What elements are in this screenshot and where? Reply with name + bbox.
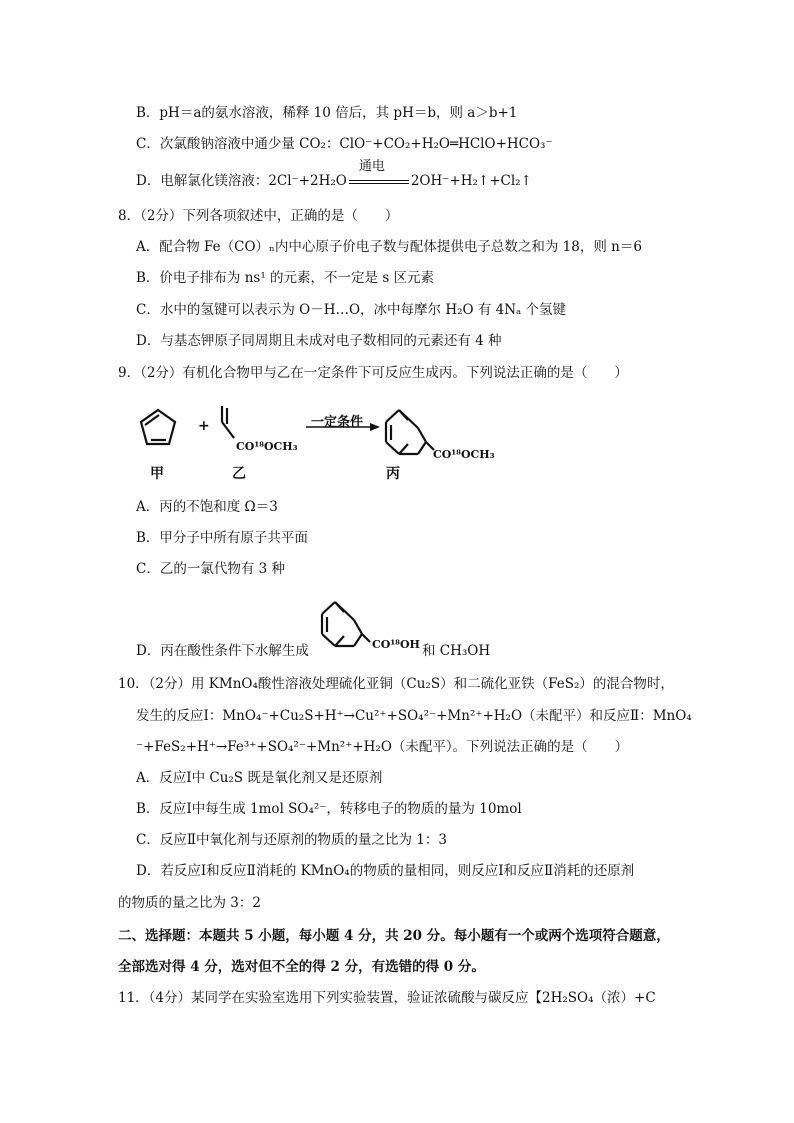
q10-option-d-line2: 的物质的量之比为 3：2 [118, 895, 261, 911]
q9-option-a: A．丙的不饱和度 Ω＝3 [136, 499, 278, 515]
label-jia: 甲 [150, 466, 164, 482]
electrolysis-label: 通电 [358, 159, 385, 174]
plus-sign: + [198, 418, 210, 434]
q10-option-c: C．反应Ⅱ中氧化剂与还原剂的物质的量之比为 1：3 [136, 832, 447, 848]
q9-option-d-tail: 和 CH₃OH [422, 643, 491, 659]
arrow-condition-label: 一定条件 [311, 415, 364, 430]
q8-option-c: C．水中的氢键可以表示为 O－H…O，冰中每摩尔 H₂O 有 4Nₐ 个氢键 [136, 302, 567, 318]
q9-option-d: D．丙在酸性条件下水解生成 [136, 643, 309, 659]
q10-option-d-line1: D．若反应Ⅰ和反应Ⅱ消耗的 KMnO₄的物质的量相同，则反应Ⅰ和反应Ⅱ消耗的还原剂 [136, 863, 635, 879]
q7-option-c: C．次氯酸钠溶液中通少量 CO₂：ClO⁻+CO₂+H₂O═HClO+HCO₃⁻ [136, 136, 553, 152]
q8-option-d: D．与基态钾原子同周期且未成对电子数相同的元素还有 4 种 [136, 333, 502, 349]
q9-option-b: B．甲分子中所有原子共平面 [136, 530, 308, 546]
q11-stem: 11．（4分）某同学在实验室选用下列实验装置，验证浓硫酸与碳反应【2H₂SO₄（浓）+C [118, 990, 656, 1006]
methyl-acrylate-structure [222, 406, 234, 438]
q10-option-b: B．反应Ⅰ中每生成 1mol SO₄²⁻，转移电子的物质的量为 10mol [136, 801, 522, 817]
q10-option-a: A．反应Ⅰ中 Cu₂S 既是氧化剂又是还原剂 [136, 770, 383, 786]
label-bing: 丙 [386, 466, 400, 482]
yi-ester-group: CO¹⁸OCH₃ [236, 440, 298, 453]
bing-ester-group: CO¹⁸OCH₃ [433, 448, 495, 461]
q7-option-d-right: 2OH⁻+H₂↑+Cl₂↑ [410, 173, 532, 189]
q9-option-c: C．乙的一氯代物有 3 种 [136, 561, 286, 577]
q10-stem-line3: ⁻+FeS₂+H⁺→Fe³⁺+SO₄²⁻+Mn²⁺+H₂O（未配平）。下列说法正确的是（ ） [136, 739, 629, 755]
q7-option-b: B．pH＝a的氨水溶液，稀释 10 倍后，其 pH＝b，则 a＞b+1 [136, 105, 518, 121]
section-two-heading-line1: 二、选择题：本题共 5 小题，每小题 4 分，共 20 分。每小题有一个或两个选项符合题意， [118, 928, 670, 944]
hydrolysis-acid-group: CO¹⁸OH [372, 638, 420, 651]
hydrolysis-product-structure [316, 598, 378, 660]
q8-option-a: A．配合物 Fe（CO）ₙ内中心原子价电子数与配体提供电子总数之和为 18，则 n＝6 [136, 239, 642, 255]
q7-option-d [136, 159, 532, 191]
electrolysis-condition [347, 159, 411, 191]
q9-stem: 9．（2分）有机化合物甲与乙在一定条件下可反应生成丙。下列说法正确的是（ ） [118, 365, 628, 381]
q10-stem-line2: 发生的反应Ⅰ：MnO₄⁻+Cu₂S+H⁺→Cu²⁺+SO₄²⁻+Mn²⁺+H₂O（未配平）和反应Ⅱ：MnO₄ [136, 708, 692, 724]
cyclopentadiene-structure [141, 410, 175, 444]
q8-option-b: B．价电子排布为 ns¹ 的元素，不一定是 s 区元素 [136, 270, 435, 286]
norbornene-structure [386, 410, 434, 454]
label-yi: 乙 [232, 466, 246, 482]
section-two-heading-line2: 全部选对得 4 分，选对但不全的得 2 分，有选错的得 0 分。 [118, 959, 485, 975]
q8-stem: 8．（2分）下列各项叙述中，正确的是（ ） [118, 208, 399, 224]
q7-option-d-left: D．电解氯化镁溶液：2Cl⁻+2H₂O [136, 173, 347, 189]
q10-stem-line1: 10．（2分）用 KMnO₄酸性溶液处理硫化亚铜（Cu₂S）和二硫化亚铁（FeS₂）的混合物时， [118, 676, 674, 692]
